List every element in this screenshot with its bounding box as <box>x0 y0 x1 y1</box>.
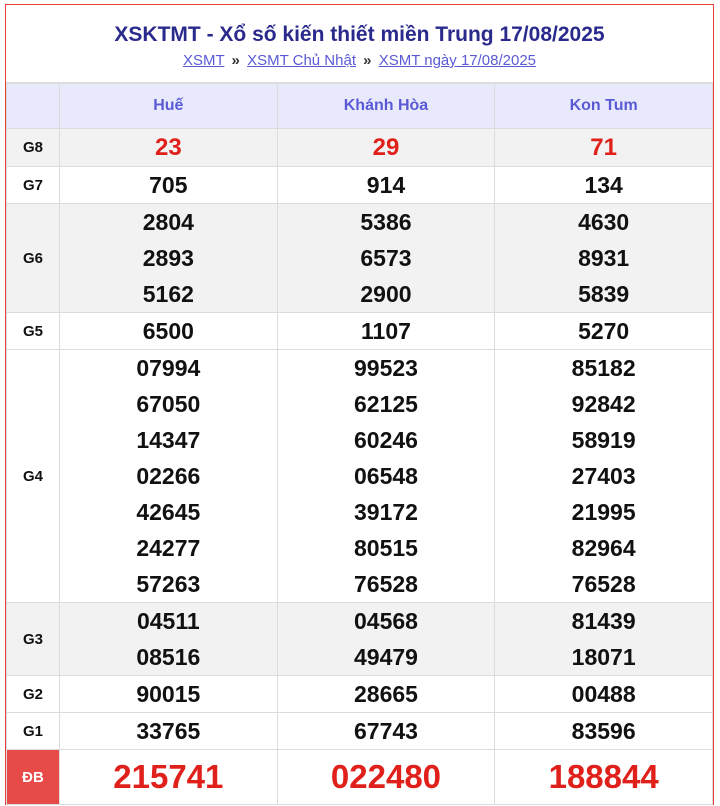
result-number: 39172 <box>354 499 418 525</box>
prize-row-g2 <box>7 676 713 713</box>
result-number: 90015 <box>136 681 201 707</box>
result-number: 18071 <box>571 644 636 670</box>
prize-label: G2 <box>7 676 60 713</box>
result-cell-kon-tum <box>495 313 713 350</box>
province-header-khanh-hoa[interactable]: Khánh Hòa <box>277 84 495 129</box>
prize-row-g5 <box>7 313 713 350</box>
result-cell-kon-tum <box>495 603 713 676</box>
result-number: 24277 <box>136 535 201 561</box>
page-title: XSKTMT - Xổ số kiến thiết miền Trung 17/08/2025 <box>114 23 605 46</box>
result-number: 42645 <box>136 499 201 525</box>
result-number: 29 <box>372 133 400 161</box>
result-number: 23 <box>154 133 182 161</box>
result-number: 27403 <box>571 463 636 489</box>
result-number: 71 <box>590 133 617 161</box>
result-number: 022480 <box>330 758 442 795</box>
result-number: 02266 <box>136 463 201 489</box>
result-number: 06548 <box>354 463 418 489</box>
prize-row-đb <box>7 750 713 805</box>
result-number: 6500 <box>142 318 194 344</box>
breadcrumb-link-xsmt-date[interactable]: XSMT ngày 17/08/2025 <box>378 52 537 69</box>
result-number: 2893 <box>142 245 194 271</box>
result-number: 57263 <box>136 571 201 597</box>
result-number: 58919 <box>571 427 636 453</box>
result-number: 2900 <box>360 281 412 307</box>
result-cell-kon-tum <box>495 204 713 313</box>
result-number: 99523 <box>354 355 418 381</box>
result-cell-kon-tum <box>495 750 713 805</box>
result-number: 134 <box>584 172 623 198</box>
result-cell-kon-tum <box>495 350 713 603</box>
results-table <box>6 83 713 805</box>
result-number: 4630 <box>578 209 630 235</box>
result-cell-khanh-hoa <box>277 313 495 350</box>
breadcrumb-separator: » <box>231 52 240 69</box>
result-number: 67743 <box>354 718 418 744</box>
prize-row-g8 <box>7 129 713 167</box>
breadcrumb-link-xsmt[interactable]: XSMT <box>182 52 225 69</box>
result-cell-hue <box>60 350 278 603</box>
result-cell-kon-tum <box>495 129 713 167</box>
prize-label: G8 <box>7 129 60 167</box>
result-number: 6573 <box>360 245 412 271</box>
breadcrumb <box>6 52 713 70</box>
result-cell-khanh-hoa <box>277 676 495 713</box>
prize-row-g3 <box>7 603 713 676</box>
prize-label: G4 <box>7 350 60 603</box>
result-number: 62125 <box>354 391 418 417</box>
result-number: 21995 <box>571 499 636 525</box>
result-number: 04511 <box>136 608 200 634</box>
result-number: 215741 <box>113 758 224 795</box>
result-cell-hue <box>60 603 278 676</box>
prize-label: ĐB <box>7 750 60 805</box>
result-number: 76528 <box>354 571 418 597</box>
result-cell-kon-tum <box>495 713 713 750</box>
table-header-row <box>7 84 713 129</box>
result-cell-hue <box>60 129 278 167</box>
result-number: 8931 <box>578 245 630 271</box>
result-number: 67050 <box>136 391 201 417</box>
result-number: 04568 <box>354 608 418 634</box>
result-cell-khanh-hoa <box>277 129 495 167</box>
result-number: 14347 <box>136 427 201 453</box>
result-number: 49479 <box>354 644 418 670</box>
result-number: 92842 <box>571 391 636 417</box>
result-number: 1107 <box>361 318 411 344</box>
results-panel <box>5 4 714 805</box>
result-number: 81439 <box>571 608 636 634</box>
prize-label: G6 <box>7 204 60 313</box>
breadcrumb-link-xsmt-chu-nhat[interactable]: XSMT Chủ Nhật <box>247 52 356 69</box>
result-cell-hue <box>60 676 278 713</box>
result-number: 00488 <box>571 681 636 707</box>
prize-row-g4 <box>7 350 713 603</box>
result-cell-khanh-hoa <box>277 750 495 805</box>
prize-label: G1 <box>7 713 60 750</box>
result-number: 33765 <box>136 718 201 744</box>
result-cell-kon-tum <box>495 676 713 713</box>
result-number: 76528 <box>571 571 636 597</box>
result-cell-khanh-hoa <box>277 713 495 750</box>
prize-column-header <box>7 84 60 129</box>
result-number: 2804 <box>142 209 194 235</box>
prize-row-g1 <box>7 713 713 750</box>
province-header-hue[interactable]: Huế <box>60 84 278 129</box>
result-cell-khanh-hoa <box>277 204 495 313</box>
result-number: 82964 <box>571 535 636 561</box>
result-cell-hue <box>60 750 278 805</box>
result-cell-hue <box>60 313 278 350</box>
breadcrumb-separator: » <box>363 52 372 69</box>
result-number: 5386 <box>360 209 412 235</box>
result-number: 5270 <box>578 318 630 344</box>
result-cell-khanh-hoa <box>277 167 495 204</box>
result-number: 705 <box>149 172 188 198</box>
prize-label: G7 <box>7 167 60 204</box>
province-header-kon-tum[interactable]: Kon Tum <box>495 84 713 129</box>
result-cell-khanh-hoa <box>277 350 495 603</box>
result-number: 08516 <box>136 644 201 670</box>
result-cell-hue <box>60 713 278 750</box>
result-number: 83596 <box>571 718 636 744</box>
result-cell-hue <box>60 167 278 204</box>
result-number: 80515 <box>354 535 418 561</box>
result-number: 85182 <box>571 355 636 381</box>
result-number: 28665 <box>354 681 418 707</box>
prize-label: G3 <box>7 603 60 676</box>
result-cell-hue <box>60 204 278 313</box>
prize-row-g7 <box>7 167 713 204</box>
result-number: 60246 <box>354 427 418 453</box>
result-cell-kon-tum <box>495 167 713 204</box>
prize-row-g6 <box>7 204 713 313</box>
result-number: 5839 <box>578 281 630 307</box>
result-number: 5162 <box>142 281 194 307</box>
results-header <box>6 5 713 83</box>
result-cell-khanh-hoa <box>277 603 495 676</box>
prize-label: G5 <box>7 313 60 350</box>
result-number: 914 <box>366 172 406 198</box>
result-number: 188844 <box>548 758 659 795</box>
result-number: 07994 <box>136 355 201 381</box>
